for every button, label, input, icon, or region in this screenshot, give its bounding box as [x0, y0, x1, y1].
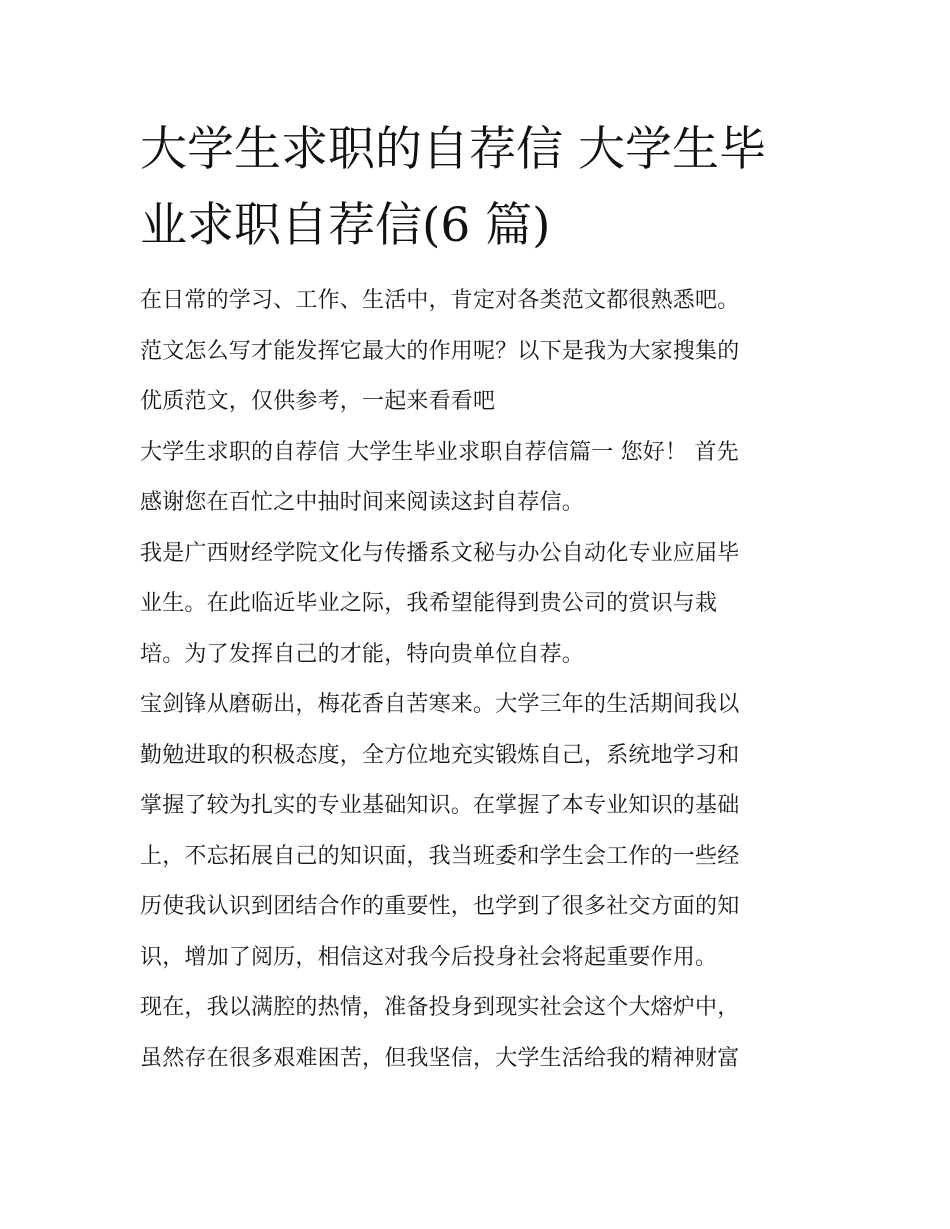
paragraph-self-introduction: 我是广西财经学院文化与传播系文秘与办公自动化专业应届毕 业生。在此临近毕业之际，我希望能得到贵公司的赏识与栽 培。为了发挥自己的才能，特向贵单位自荐。 [140, 540, 740, 667]
paragraph-intro: 在日常的学习、工作、生活中，肯定对各类范文都很熟悉吧。 范文怎么写才能发挥它最大的作用呢？以下是我为大家搜集的 优质范文，仅供参考，一起来看看吧 [140, 288, 740, 414]
paragraph-greeting: 大学生求职的自荐信 大学生毕业求职自荐信篇一 您好！ 首先 感谢您在百忙之中抽时间来阅读这封自荐信。 [140, 439, 739, 515]
document-body [140, 276, 820, 1084]
document-title: 大学生求职的自荐信 大学生毕 业求职自荐信(6 篇) [140, 122, 766, 253]
paragraph-aspiration: 现在，我以满腔的热情，准备投身到现实社会这个大熔炉中， 虽然存在很多艰难困苦，但我坚信，大学生活给我的精神财富 [140, 995, 740, 1071]
paragraph-university-life: 宝剑锋从磨砺出，梅花香自苦寒来。大学三年的生活期间我以 勤勉进取的积极态度，全方位地充实锻炼自己，系统地学习和 掌握了较为扎实的专业基础知识。在掌握了本专业知识的基础 上，不忘拓展自己的知识面，我当班委和学生会工作的一些经 历使我认识到团结合作的重要性，也学到了很多社交方面的知 识，增加了阅历，相信这对我今后投身社会将起重要作用。 [140, 692, 740, 970]
